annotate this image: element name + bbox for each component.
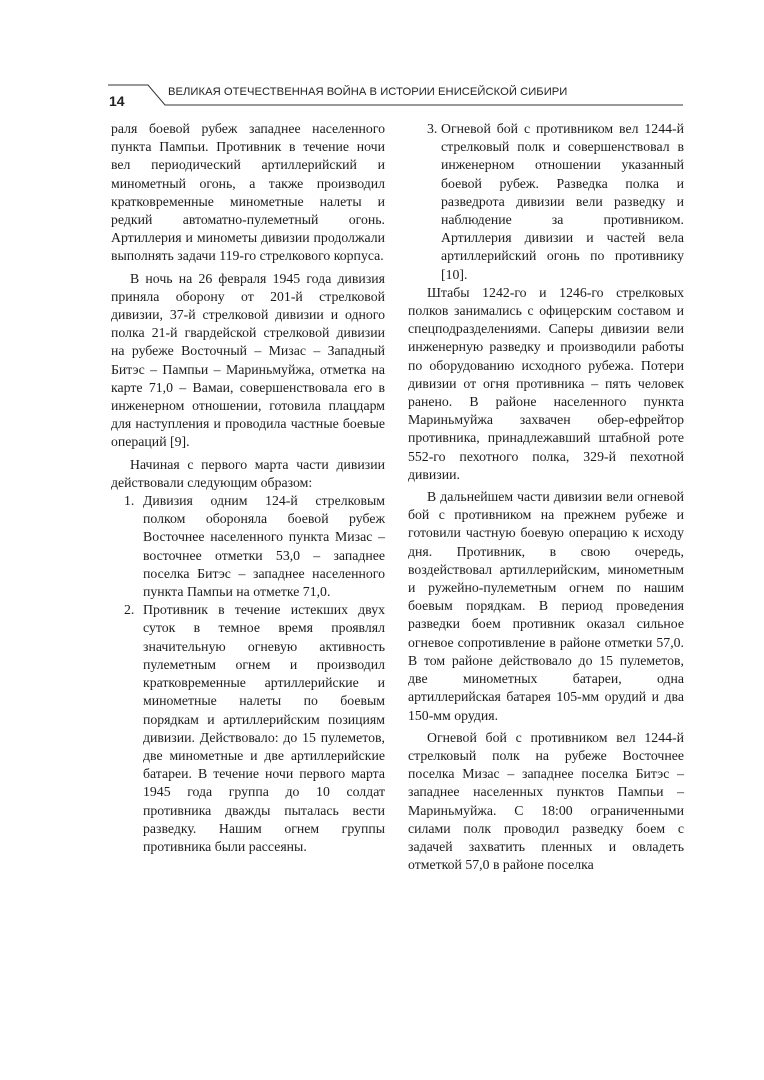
paragraph: Начиная с первого марта части дивизии действовали следующим образом: (111, 456, 385, 490)
list-item-number: 2. (124, 602, 135, 618)
list-item (111, 601, 385, 856)
left-column (111, 120, 385, 856)
right-column (408, 120, 684, 874)
list-item-text: Дивизия одним 124-й стрелковым полком обороняла боевой рубеж Восточнее населенного пункта Мизас – восточнее отметки 53,0 – западнее поселка Битэс – западнее населенного пункта Пампьи на отметке 71,0. (143, 493, 385, 600)
paragraph: В дальнейшем части дивизии вели огневой бой с противником на прежнем рубеже и готовили частную боевую операцию к исходу дня. Противник, в свою очередь, воздействовал артиллерийским, минометным и ружейно-пулеметным огнем по нашим боевым порядкам. В период проведения разведки боем противник оказал сильное огневое сопротивление в районе отметки 57,0. В том районе действовало до 15 пулеметов, две минометных батареи, одна артиллерийская батарея 105-мм орудий и два 150-мм орудия. (408, 489, 684, 723)
list-item-number: 3. (427, 121, 438, 136)
running-title: ВЕЛИКАЯ ОТЕЧЕСТВЕННАЯ ВОЙНА В ИСТОРИИ ЕНИСЕЙСКОЙ СИБИРИ (168, 86, 568, 98)
list-item (408, 120, 684, 284)
list-item (111, 492, 385, 601)
list-item-number: 1. (124, 493, 135, 509)
paragraph: Огневой бой с противником вел 1244-й стрелковый полк на рубеже Восточнее поселка Мизас – западнее поселка Битэс – западнее населенных пунктов Пампьи – Мариньмуйжа. С 18:00 ограниченными силами полк проводил разведку боем с задачей захватить пленных и овладеть отметкой 57,0 в районе поселка (408, 729, 684, 873)
paragraph: Штабы 1242-го и 1246-го стрелковых полков занимались с офицерским составом и спецподразделениями. Саперы дивизии вели инженерную разведку и производили работы по оборудованию исходного рубежа. Потери дивизии от огня противника – пять человек ранено. В районе населенного пункта Мариньмуйжа захвачен обер-ефрейтор противника, принадлежавший штабной роте 552-го пехотного полка, 329-й пехотной дивизии. (408, 284, 684, 482)
numbered-list (111, 492, 385, 856)
numbered-list (408, 120, 684, 284)
list-item-text: Огневой бой с противником вел 1244-й стрелковый полк и совершенствовал в инженерном отношении указанный боевой рубеж. Разведка полка и разведрота дивизии вели разведку и наблюдение за противником. Артиллерия дивизии и частей вела артиллерийский огонь по противнику [10]. (441, 121, 684, 282)
paragraph: В ночь на 26 февраля 1945 года дивизия приняла оборону от 201-й стрелковой дивизии, 37-й стрелковой дивизии и одного полка 21-й гвардейской стрелковой дивизии на рубеже Восточный – Мизас – Западный Битэс – Пампьи – Мариньмуйжа, отметка на карте 71,0 – Вамаи, совершенствовала его в инженерном отношении, готовила плацдарм для наступления и проводила частные боевые операций [9]. (111, 270, 385, 450)
paragraph: раля боевой рубеж западнее населенного пункта Пампьи. Противник в течение ночи вел периодический артиллерийский и минометный огонь, а также производил кратковременные минометные налеты и редкий автоматно-пулеметный огонь. Артиллерия и минометы дивизии продолжали выполнять задачи 119-го стрелкового корпуса. (111, 121, 385, 264)
page-header (0, 0, 764, 120)
page-number: 14 (109, 93, 125, 109)
list-item-text: Противник в течение истекших двух суток в темное время проявлял значительную огневую активность пулеметным огнем и производил кратковременные артиллерийские и минометные налеты по боевым порядкам и артиллерийским позициям дивизии. Действовало: до 15 пулеметов, две минометные и две артиллерийские батареи. В течение ночи первого марта 1945 года группа до 10 солдат противника дважды пыталась вести разведку. Нашим огнем группы противника были рассеяны. (143, 602, 385, 854)
